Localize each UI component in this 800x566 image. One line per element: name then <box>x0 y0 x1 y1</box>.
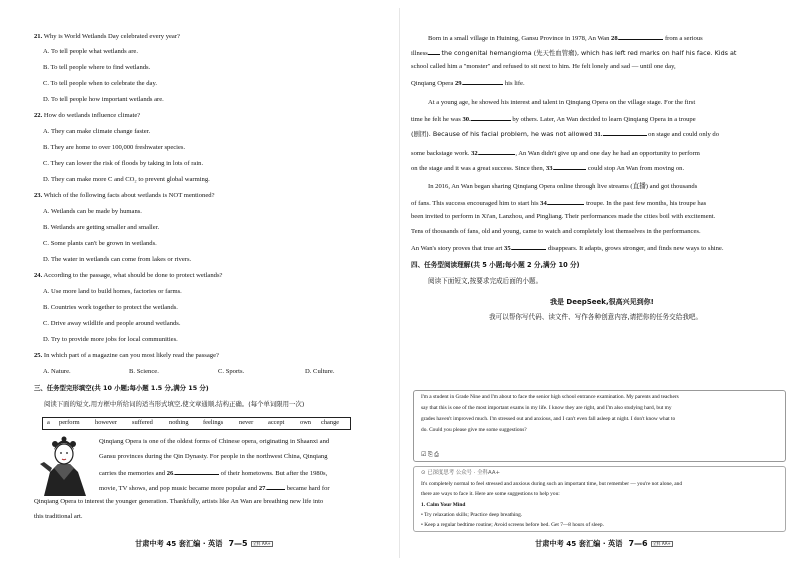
question-24: 24. According to the passage, what should be done to protect wetlands? <box>34 272 223 279</box>
brand-logo: 全科 AA+ <box>652 541 671 546</box>
passage-line: At a young age, he showed his interest and talent in Qinqiang Opera on the village stage. For the first <box>428 99 696 106</box>
passage-line: movie, TV shows, and pop music became more popular and 27. became hard for <box>99 485 330 492</box>
passage-line: In 2016, An Wan began sharing Qinqiang Opera online through live streams (直播) and got thousands <box>428 183 698 190</box>
option: A. Nature. <box>43 368 71 375</box>
passage-line: school called him a "monster" and refused to sit next to him. He felt lonely and sad — until one day, <box>411 63 676 70</box>
answer-line: • Try relaxation skills; Practice deep breathing. <box>421 512 523 518</box>
option: B. To tell people where to find wetlands. <box>43 64 151 71</box>
passage-line: Qinqiang Opera to interest the younger generation. Thankfully, artists like An Wan are breathing new life into <box>34 498 324 505</box>
word-box-word: own <box>300 419 312 426</box>
option: D. Culture. <box>305 368 335 375</box>
question-23: 23. Which of the following facts about wetlands is NOT mentioned? <box>34 192 215 199</box>
option: B. Countries work together to protect the wetlands. <box>43 304 178 311</box>
word-box-word: nothing <box>169 419 189 426</box>
option: C. They can lower the risk of floods by taking in lots of rain. <box>43 160 204 167</box>
option: C. Drive away wildlife and people around wetlands. <box>43 320 181 327</box>
deepseek-subtitle: 我可以帮你写代码、读文件、写作各种创意内容,请把你的任务交给我吧。 <box>489 313 703 321</box>
section-4-instruction: 阅读下面短文,按要求完成后面的小题。 <box>428 277 543 285</box>
option: C. Some plants can't be grown in wetlands. <box>43 240 157 247</box>
question-22: 22. How do wetlands influence climate? <box>34 112 141 119</box>
passage-line: An Wan's story proves that true art 35. disappears. It adapts, grows stronger, and finds new ways to shine. <box>411 245 724 252</box>
passage-line: Qinqiang Opera is one of the oldest forms of Chinese opera, originating in Shaanxi and <box>99 438 330 445</box>
answer-line: It's completely normal to feel stressed and anxious during such an important time, but remember — you're not alone, and <box>421 481 683 487</box>
option: C. Sports. <box>218 368 245 375</box>
page-footer: 甘肃中考 45 套汇编 · 英语 7—6 全科 AA+ <box>535 539 671 548</box>
passage-line: time he felt he was 30. by others. Later, An Wan decided to learn Qinqiang Opera in a troupe <box>411 116 696 123</box>
word-box-word: feelings <box>203 419 224 426</box>
question-21: 21. Why is World Wetlands Day celebrated every year? <box>34 33 180 40</box>
word-box <box>42 417 351 430</box>
passage-line: been invited to perform in Xi'an, Lanzhou, and Pingliang. Their performances made the cities boil with excitement. <box>411 213 716 220</box>
word-box-word: perform <box>59 419 80 426</box>
passage-line: illness the congenital hemangioma (先天性血管瘤), which has left red marks on half his face. Kids at <box>411 49 737 57</box>
option: A. To tell people what wetlands are. <box>43 48 138 55</box>
user-message-box <box>413 390 786 462</box>
ai-answer-box <box>413 466 786 532</box>
chat-line: I'm a student in Grade Nine and I'm about to face the senior high school entrance examination. My parents and teachers <box>421 394 679 400</box>
option: B. They are home to over 100,000 freshwater species. <box>43 144 186 151</box>
option: D. They can make more C and CO₂ to prevent global warming. <box>43 176 210 183</box>
deepseek-title: 我是 DeepSeek,很高兴见到你! <box>550 298 654 306</box>
brand-logo: 全科 AA+ <box>252 541 271 546</box>
answer-line: there are ways to face it. Here are some suggestions to help you: <box>421 491 560 497</box>
option: B. Science. <box>129 368 159 375</box>
passage-line: this traditional art. <box>34 513 83 520</box>
page-footer: 甘肃中考 45 套汇编 · 英语 7—5 全科 AA+ <box>135 539 271 548</box>
passage-line: Tens of thousands of fans, old and young, came to watch and completely lost themselves in the performances. <box>411 228 701 235</box>
passage-line: of fans. This success encouraged him to start his 34. troupe. In the past few months, his troupe has <box>411 200 707 207</box>
passage-line: Gansu provinces during the Qin Dynasty. For people in the northwest China, Qinqiang <box>99 453 328 460</box>
option: B. Wetlands are getting smaller and smaller. <box>43 224 160 231</box>
answer-line: • Keep a regular bedtime routine; Avoid screens before bed. Get 7—8 hours of sleep. <box>421 522 604 528</box>
passage-line: some backstage work. 32. , An Wan didn't give up and one day he had an opportunity to perform <box>411 150 700 157</box>
section-3-instruction: 阅读下面的短文,用方框中所给词的适当形式填空,使文章通顺,结构正确。(每个单词限用一次) <box>44 400 305 408</box>
chat-line: do. Could you please give me some suggestions? <box>421 427 527 433</box>
copy-edit-icons[interactable]: ☑ ⎘ ⎙ <box>421 452 439 458</box>
word-box-word: suffered <box>132 419 153 426</box>
option: A. They can make climate change faster. <box>43 128 151 135</box>
chat-line: grades haven't improved much. I'm stressed out and anxious, and I can't even fall asleep at night. I don't know what to <box>421 416 676 422</box>
option: A. Use more land to build homes, factories or farms. <box>43 288 182 295</box>
passage-line: Born in a small village in Huining, Gansu Province in 1978, An Wan 28. from a serious <box>428 35 703 42</box>
passage-line: (剧团). Because of his facial problem, he was not allowed 31. on stage and could only do <box>411 130 720 138</box>
section-4-heading: 四、任务型阅读理解(共 5 小题;每小题 2 分,满分 10 分) <box>411 261 580 269</box>
word-box-word: change <box>321 419 340 426</box>
answer-heading: 1. Calm Your Mind <box>421 502 466 508</box>
option: D. The water in wetlands can come from lakes or rivers. <box>43 256 192 263</box>
answer-header: ⊙ 已深度思考 公众号 · 全科AA+ <box>421 470 501 476</box>
section-3-heading: 三、任务型完形填空(共 10 小题;每小题 1.5 分,满分 15 分) <box>34 384 209 392</box>
word-box-word: never <box>239 419 254 426</box>
passage-line: on the stage and it was a great success. Since then, 33. could stop An Wan from moving on. <box>411 165 685 172</box>
word-box-word: a <box>47 419 50 426</box>
passage-line: Qinqiang Opera 29. his life. <box>411 80 525 87</box>
word-box-word: accept <box>268 419 285 426</box>
option: A. Wetlands can be made by humans. <box>43 208 142 215</box>
option: D. Try to provide more jobs for local communities. <box>43 336 178 343</box>
passage-line: carries the memories and 26. of their hometowns. But after the 1980s, <box>99 470 328 477</box>
question-25: 25. In which part of a magazine can you most likely read the passage? <box>34 352 219 359</box>
option: D. To tell people how important wetlands are. <box>43 96 164 103</box>
word-box-word: however <box>95 419 118 426</box>
option: C. To tell people when to celebrate the day. <box>43 80 157 87</box>
opera-performer-illustration <box>36 434 92 496</box>
chat-line: say that this is one of the most important exams in my life. I know they are right, and I'm also studying hard, but my <box>421 405 672 411</box>
